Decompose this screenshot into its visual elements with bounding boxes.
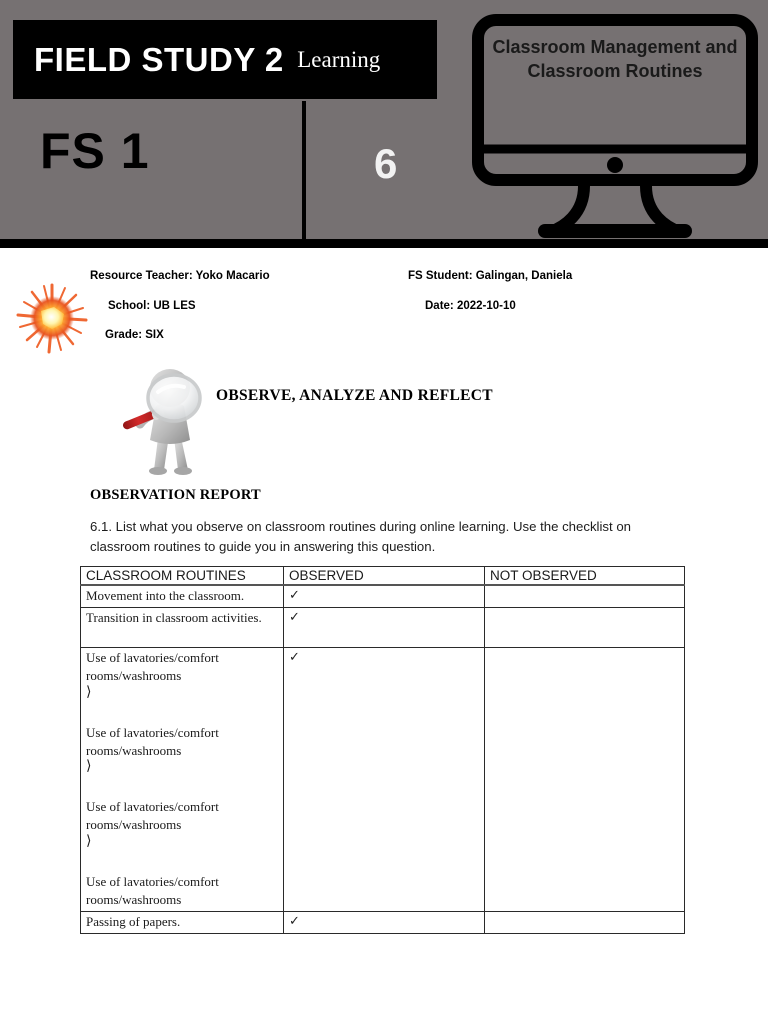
resource-teacher-field: Resource Teacher: Yoko Macario — [90, 270, 270, 282]
fs-code-label: FS 1 — [40, 123, 150, 179]
chapter-number-label: 6 — [374, 140, 398, 187]
header-bottom-rule — [0, 239, 768, 248]
observed-cell[interactable]: ✓ — [284, 585, 485, 607]
routine-sub-label: Use of lavatories/comfort rooms/washrooms — [86, 649, 219, 683]
column-header-routines: CLASSROOM ROUTINES — [81, 567, 284, 586]
school-field: School: UB LES — [108, 300, 196, 312]
not-observed-cell[interactable] — [485, 647, 685, 911]
title-box — [13, 20, 437, 99]
column-header-not-observed: NOT OBSERVED — [485, 567, 685, 586]
routine-sub-label: Use of lavatories/comfort rooms/washrooms — [86, 799, 219, 833]
observe-analyze-reflect-heading: OBSERVE, ANALYZE AND REFLECT — [216, 387, 493, 404]
routine-sub-entry — [86, 873, 279, 909]
monitor-screen-label: Classroom Management and Classroom Routines — [492, 37, 738, 81]
not-observed-cell[interactable] — [485, 911, 685, 933]
grade-field: Grade: SIX — [105, 329, 164, 341]
bracket-glyph-icon: ⟩ — [86, 684, 92, 700]
table-row — [81, 647, 685, 911]
date-field: Date: 2022-10-10 — [425, 300, 516, 312]
column-header-observed: OBSERVED — [284, 567, 485, 586]
routine-sub-label: Use of lavatories/comfort rooms/washrooms — [86, 873, 219, 907]
bracket-glyph-icon: ⟩ — [86, 759, 92, 775]
routine-sub-label: Use of lavatories/comfort rooms/washrooms — [86, 724, 219, 758]
page-subtitle: Learning — [297, 47, 381, 72]
header-banner — [0, 0, 768, 239]
magnifying-glass-figure-icon — [118, 366, 218, 476]
observed-cell[interactable]: ✓ — [284, 607, 485, 647]
bracket-glyph-icon: ⟩ — [86, 834, 92, 850]
observed-cell[interactable]: ✓ — [284, 647, 485, 911]
routine-name-cell: Transition in classroom activities. — [81, 607, 284, 647]
table-header-row — [81, 567, 685, 586]
table-row — [81, 911, 685, 933]
routine-name-cell: Movement into the classroom. — [81, 585, 284, 607]
table-row — [81, 585, 685, 607]
routine-sub-entry — [86, 649, 279, 702]
observation-report-heading: OBSERVATION REPORT — [90, 487, 261, 503]
classroom-routines-table — [80, 566, 685, 934]
fs-student-field: FS Student: Galingan, Daniela — [408, 270, 573, 282]
routine-name-cell: Passing of papers. — [81, 911, 284, 933]
question-text: 6.1. List what you observe on classroom routines during online learning. Use the checklist on classroom routines to guide you in answering this question. — [90, 519, 631, 555]
not-observed-cell[interactable] — [485, 585, 685, 607]
routine-name-cell-merged — [81, 647, 284, 911]
monitor-icon — [472, 14, 758, 242]
routine-sub-entry — [86, 724, 279, 777]
table-row — [81, 607, 685, 647]
observed-cell[interactable]: ✓ — [284, 911, 485, 933]
header-vertical-divider — [302, 101, 306, 239]
routine-sub-entry — [86, 798, 279, 851]
starburst-icon — [16, 282, 88, 354]
not-observed-cell[interactable] — [485, 607, 685, 647]
page-title: FIELD STUDY 2 — [34, 40, 284, 78]
